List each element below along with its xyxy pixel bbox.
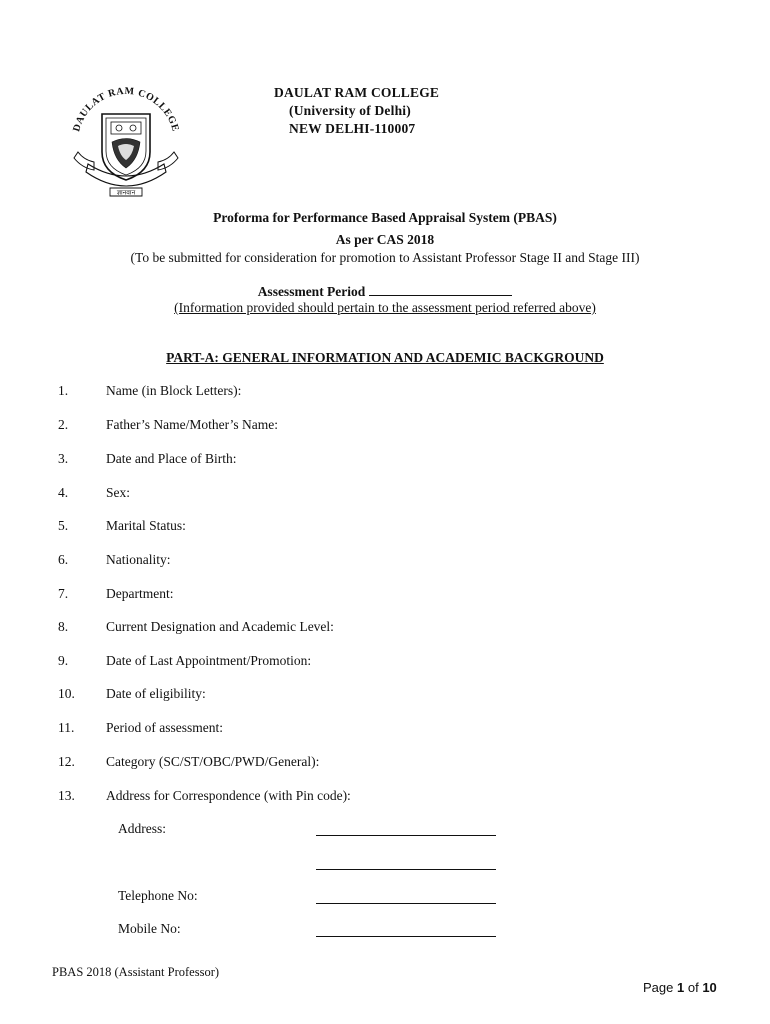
college-header — [274, 84, 439, 138]
logo-arc-text: DAULAT RAM COLLEGE — [71, 85, 181, 133]
page-current: 1 — [677, 980, 685, 995]
form-item-period — [58, 720, 223, 736]
assessment-period-blank[interactable] — [369, 283, 512, 296]
item-label: Address for Correspondence (with Pin code): — [106, 788, 351, 803]
page-total: 10 — [702, 980, 717, 995]
item-number: 11. — [58, 720, 75, 735]
form-item-designation — [58, 619, 334, 635]
form-item-department — [58, 586, 173, 602]
item-label: Date of eligibility: — [106, 686, 206, 701]
address-line-1[interactable] — [316, 835, 496, 836]
form-item-marital-status — [58, 518, 186, 534]
item-number: 1. — [58, 383, 69, 398]
item-label: Category (SC/ST/OBC/PWD/General): — [106, 754, 320, 769]
page-of: of — [687, 980, 699, 995]
item-label: Period of assessment: — [106, 720, 223, 735]
item-label: Sex: — [106, 485, 131, 500]
assessment-period-label: Assessment Period — [257, 284, 366, 299]
footer-doc-label: PBAS 2018 (Assistant Professor) — [52, 965, 220, 979]
form-item-eligibility — [58, 686, 206, 702]
page-prefix: Page — [643, 980, 674, 995]
item-number: 2. — [58, 417, 69, 432]
page-number — [643, 980, 717, 995]
item-number: 12. — [58, 754, 75, 769]
item-number: 13. — [58, 788, 75, 803]
item-label: Date of Last Appointment/Promotion: — [106, 653, 312, 668]
mobile-label: Mobile No: — [118, 921, 181, 936]
assessment-period — [0, 283, 770, 300]
telephone-label: Telephone No: — [118, 888, 198, 903]
address-label: Address: — [118, 821, 166, 836]
form-item-name — [58, 383, 241, 399]
item-label: Father’s Name/Mother’s Name: — [106, 417, 278, 432]
form-purpose: (To be submitted for consideration for promotion to Assistant Professor Stage II and Stage III) — [130, 250, 640, 265]
item-number: 4. — [58, 485, 69, 500]
item-label: Date and Place of Birth: — [106, 451, 237, 466]
item-number: 3. — [58, 451, 69, 466]
item-label: Nationality: — [106, 552, 171, 567]
mobile-line[interactable] — [316, 936, 496, 937]
college-logo — [64, 80, 188, 200]
item-number: 9. — [58, 653, 69, 668]
form-item-last-appointment — [58, 653, 311, 669]
item-number: 10. — [58, 686, 75, 701]
item-number: 8. — [58, 619, 69, 634]
form-subtitle: As per CAS 2018 — [335, 232, 435, 247]
form-title: Proforma for Performance Based Appraisal System (PBAS) — [213, 210, 557, 225]
form-item-sex — [58, 485, 130, 501]
item-label: Name (in Block Letters): — [106, 383, 242, 398]
item-number: 7. — [58, 586, 69, 601]
college-name: DAULAT RAM COLLEGE — [274, 85, 440, 100]
part-a-heading: PART-A: GENERAL INFORMATION AND ACADEMIC BACKGROUND — [166, 350, 604, 365]
svg-text:DAULAT RAM COLLEGE — [71, 86, 181, 133]
logo-motto: ज्ञानवान — [116, 188, 136, 197]
item-label: Current Designation and Academic Level: — [106, 619, 334, 634]
college-address: NEW DELHI-110007 — [289, 121, 416, 136]
form-item-nationality — [58, 552, 171, 568]
item-number: 6. — [58, 552, 69, 567]
form-item-address — [58, 788, 351, 804]
form-item-birth — [58, 451, 236, 467]
item-label: Marital Status: — [106, 518, 186, 533]
assessment-note: (Information provided should pertain to the assessment period referred above) — [174, 300, 596, 315]
item-label: Department: — [106, 586, 174, 601]
telephone-line[interactable] — [316, 903, 496, 904]
form-item-parent-name — [58, 417, 278, 433]
university-name: (University of Delhi) — [289, 103, 411, 118]
item-number: 5. — [58, 518, 69, 533]
form-item-category — [58, 754, 319, 770]
address-line-2[interactable] — [316, 869, 496, 870]
